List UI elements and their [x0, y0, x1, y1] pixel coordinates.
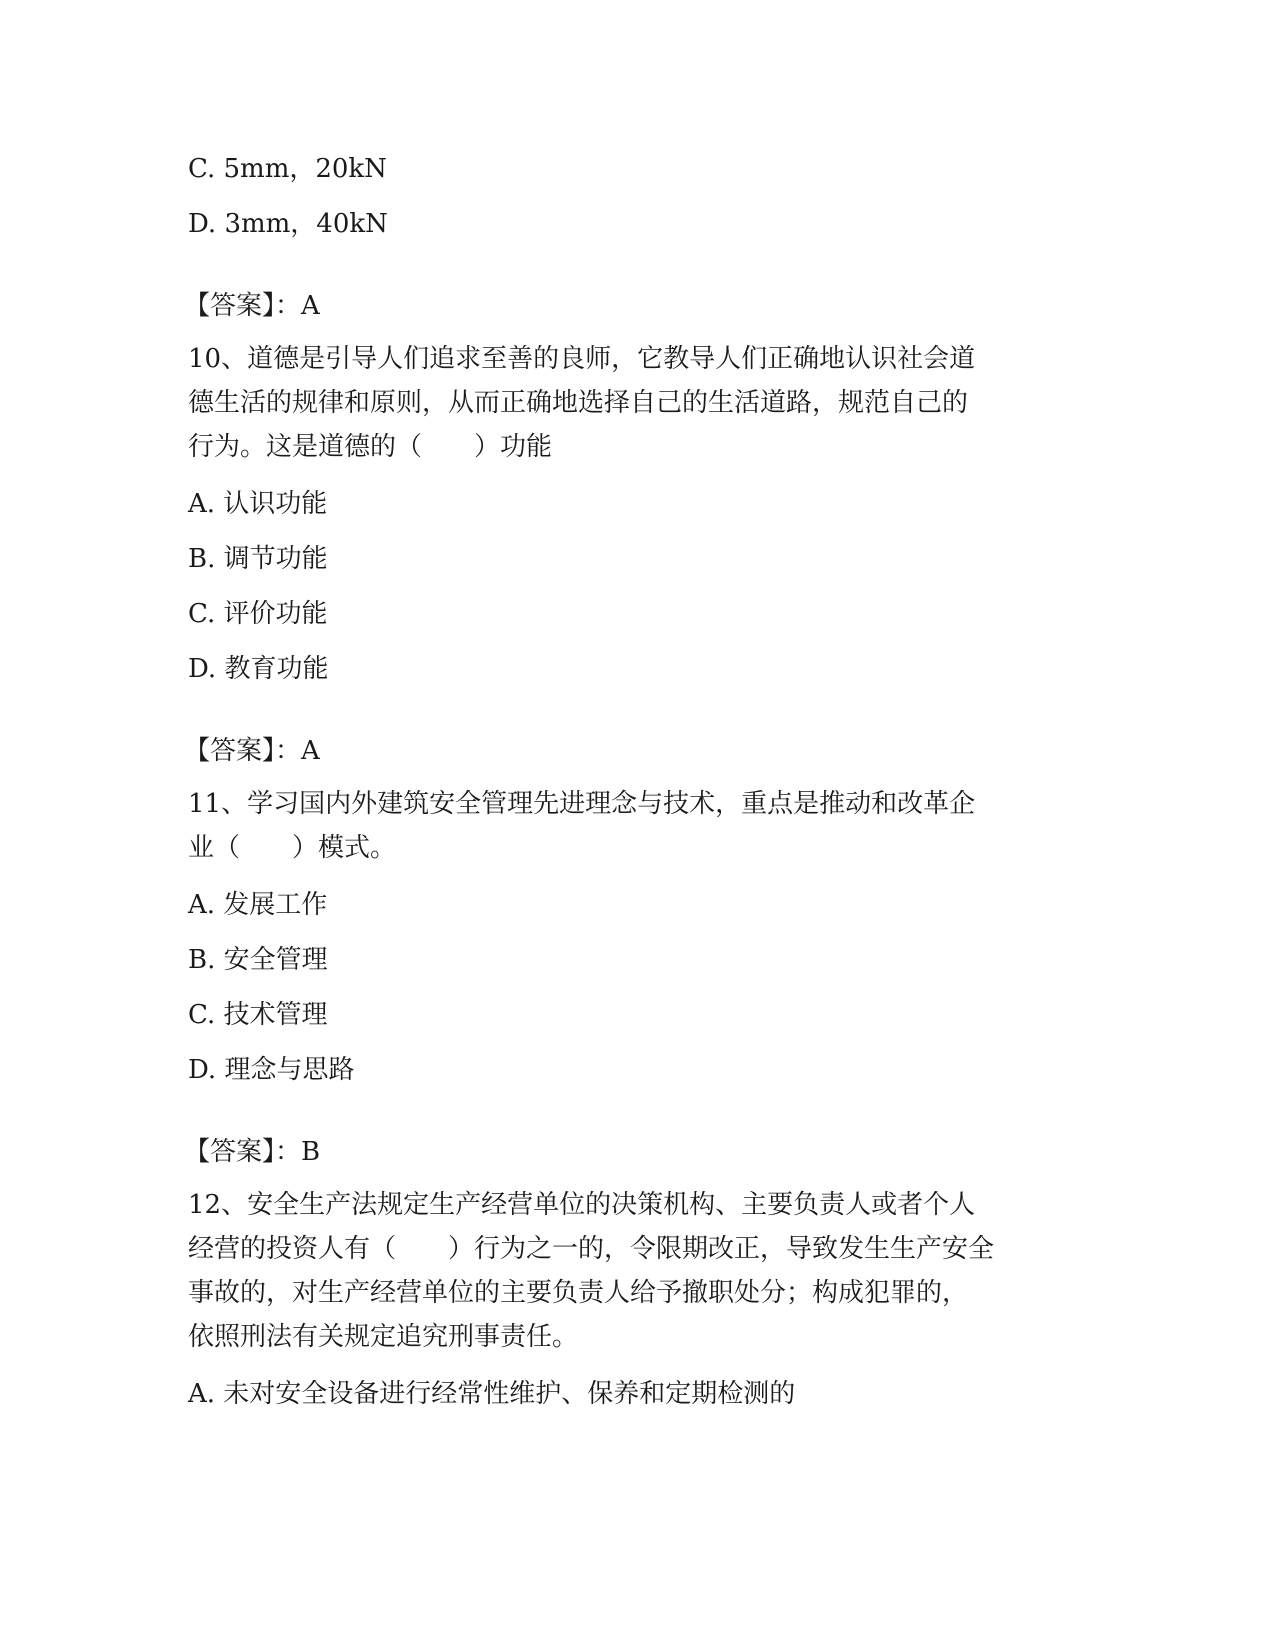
- question-line: 事故的，对生产经营单位的主要负责人给予撤职处分；构成犯罪的，: [188, 1278, 969, 1308]
- question-line: 德生活的规律和原则，从而正确地选择自己的生活道路，规范自己的: [188, 388, 969, 418]
- option-c: C. 评价功能: [188, 599, 328, 629]
- question-line: 行为。这是道德的（ ）功能: [188, 432, 553, 462]
- option-b: B. 安全管理: [188, 945, 328, 975]
- question-11-text: [188, 782, 1073, 870]
- option-d: D. 3mm，40kN: [188, 209, 388, 239]
- option-a: A. 认识功能: [188, 489, 328, 519]
- page-content: [184, 148, 1088, 1428]
- question-line: 经营的投资人有（ ）行为之一的，令限期改正，导致发生生产安全: [188, 1234, 995, 1264]
- answer-line: [184, 285, 1088, 327]
- question-line: 10、道德是引导人们追求至善的良师，它教导人们正确地认识社会道: [188, 344, 976, 374]
- answer-value: A: [301, 291, 320, 321]
- question-10-text: [188, 337, 1073, 469]
- answer-line: [184, 1131, 1088, 1173]
- option-d: D. 理念与思路: [188, 1055, 355, 1085]
- option-c: C. 5mm，20kN: [188, 154, 387, 184]
- answer-label: 【答案】：: [184, 291, 302, 321]
- option-d: D. 教育功能: [188, 654, 329, 684]
- answer-label: 【答案】：: [184, 736, 302, 766]
- answer-line: [184, 730, 1088, 772]
- answer-value: A: [301, 736, 320, 766]
- option-a: A. 未对安全设备进行经常性维护、保养和定期检测的: [188, 1379, 796, 1409]
- option-b: B. 调节功能: [188, 544, 328, 574]
- option-c: C. 技术管理: [188, 1000, 328, 1030]
- answer-label: 【答案】：: [184, 1137, 302, 1167]
- question-line: 12、安全生产法规定生产经营单位的决策机构、主要负责人或者个人: [188, 1190, 976, 1220]
- question-12-text: [188, 1183, 1073, 1359]
- question-line: 依照刑法有关规定追究刑事责任。: [188, 1322, 579, 1352]
- question-line: 11、学习国内外建筑安全管理先进理念与技术，重点是推动和改革企: [188, 789, 976, 819]
- question-line: 业（ ）模式。: [188, 833, 397, 863]
- option-a: A. 发展工作: [188, 890, 328, 920]
- answer-value: B: [301, 1137, 321, 1167]
